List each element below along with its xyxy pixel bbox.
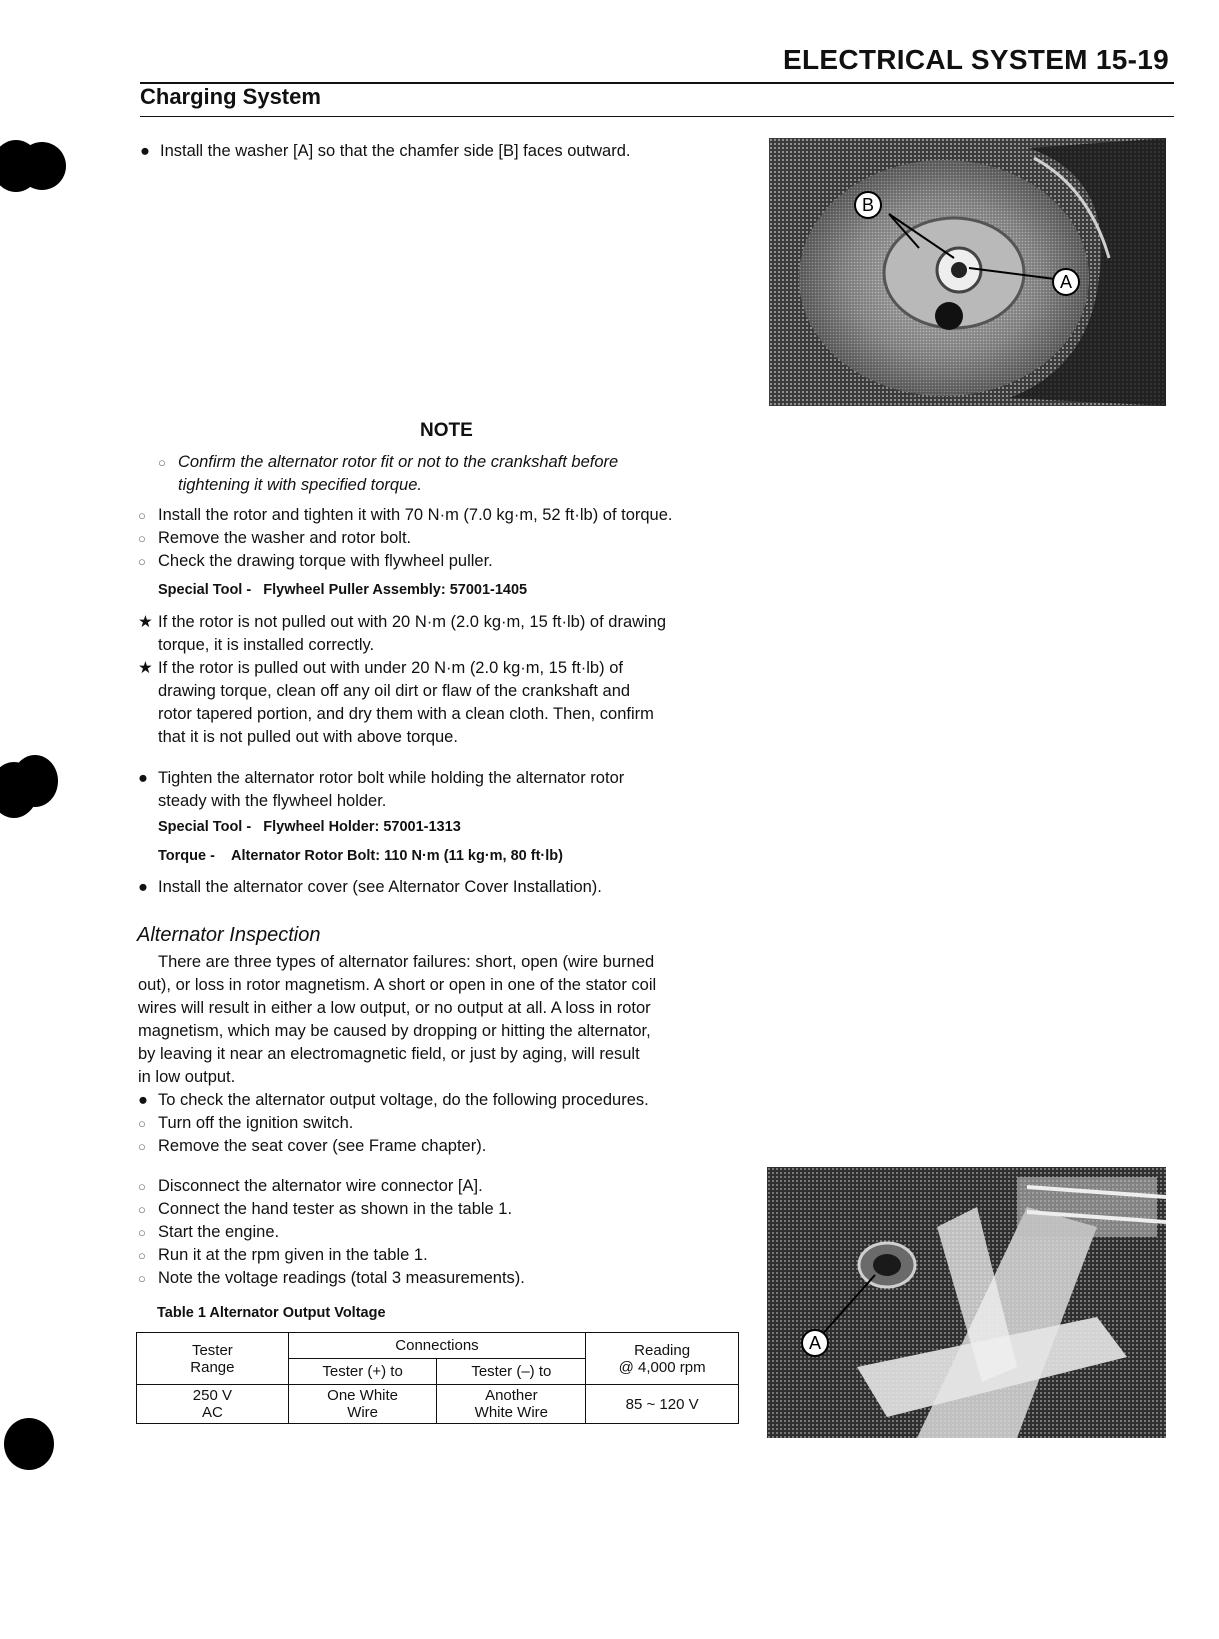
table-header-cell: Reading @ 4,000 rpm — [586, 1333, 739, 1385]
substep-check-torque: ○ Check the drawing torque with flywheel puller. — [138, 550, 493, 574]
substep-remove-washer: ○ Remove the washer and rotor bolt. — [138, 527, 411, 551]
bullet-check-output: ● To check the alternator output voltage, do the following procedures. — [138, 1089, 649, 1112]
callout-a — [1053, 269, 1079, 295]
photo-wire-connector — [767, 1167, 1166, 1438]
star-note-2-cont-2: rotor tapered portion, and dry them with a clean cloth. Then, confirm — [158, 705, 654, 723]
circle-marker-icon: ○ — [138, 1248, 146, 1263]
table-title: Table 1 Alternator Output Voltage — [157, 1305, 386, 1321]
star-note-2: ★ If the rotor is pulled out with under 20 N·m (2.0 kg·m, 15 ft·lb) of — [138, 657, 623, 680]
circle-marker-icon: ○ — [138, 508, 146, 523]
para-line-2: out), or loss in rotor magnetism. A short or open in one of the stator coil — [138, 976, 657, 994]
table-cell: 250 V AC — [137, 1385, 289, 1424]
substep-note-readings: ○ Note the voltage readings (total 3 measurements). — [138, 1267, 525, 1291]
table-cell: One White Wire — [288, 1385, 437, 1424]
special-tool-holder: Special Tool - Flywheel Holder: 57001-1313 — [158, 819, 461, 835]
svg-text:A: A — [808, 1333, 822, 1353]
star-note-2-cont-3: that it is not pulled out with above torque. — [158, 728, 458, 746]
table-header-cell: Connections — [288, 1333, 586, 1359]
table-header-cell: Tester (–) to — [437, 1359, 586, 1385]
circle-marker-icon: ○ — [158, 455, 166, 470]
photo-connector-illustration — [767, 1167, 1166, 1438]
page-header-title: ELECTRICAL SYSTEM 15-19 — [782, 44, 1169, 75]
bullet-washer: ● Install the washer [A] so that the chamfer side [B] faces outward. — [140, 140, 630, 163]
circle-marker-icon: ○ — [138, 554, 146, 569]
note-heading: NOTE — [420, 420, 473, 441]
circle-marker-icon: ○ — [138, 1202, 146, 1217]
svg-text:A: A — [1059, 272, 1073, 292]
substep-start-engine: ○ Start the engine. — [138, 1221, 279, 1245]
svg-text:B: B — [861, 195, 875, 215]
star-icon: ★ — [138, 659, 153, 677]
photo-rotor-illustration — [769, 138, 1166, 406]
special-tool-puller: Special Tool - Flywheel Puller Assembly: 57001-1405 — [158, 582, 528, 598]
table-header-row — [137, 1333, 739, 1359]
section-rule — [140, 116, 1174, 117]
star-icon: ★ — [138, 613, 153, 631]
substep-install-rotor: ○ Install the rotor and tighten it with 70 N·m (7.0 kg·m, 52 ft·lb) of torque. — [138, 504, 672, 528]
substep-connect-tester: ○ Connect the hand tester as shown in the table 1. — [138, 1198, 512, 1222]
table-cell: Another White Wire — [437, 1385, 586, 1424]
binder-hole-bottom — [4, 1418, 54, 1470]
bullet-icon: ● — [138, 1091, 148, 1109]
callout-a — [802, 1330, 828, 1356]
circle-marker-icon: ○ — [138, 1225, 146, 1240]
binder-hole-top-2 — [18, 142, 66, 190]
star-note-1-cont: torque, it is installed correctly. — [158, 636, 375, 654]
bullet-icon: ● — [140, 142, 150, 160]
para-line-3: wires will result in either a low output, or no output at all. A loss in rotor — [138, 999, 651, 1017]
table-cell: 85 ~ 120 V — [586, 1385, 739, 1424]
table-header-cell: Tester Range — [137, 1333, 289, 1385]
note-line-1: ○ Confirm the alternator rotor fit or not to the crankshaft before — [158, 451, 740, 475]
circle-marker-icon: ○ — [138, 1179, 146, 1194]
alternator-output-table — [136, 1332, 739, 1424]
circle-marker-icon: ○ — [138, 1116, 146, 1131]
bullet-install-cover: ● Install the alternator cover (see Alternator Cover Installation). — [138, 876, 602, 899]
star-note-2-cont-1: drawing torque, clean off any oil dirt or flaw of the crankshaft and — [158, 682, 631, 700]
circle-marker-icon: ○ — [138, 1139, 146, 1154]
photo-rotor-washer — [769, 138, 1166, 406]
bullet-tighten-cont: steady with the flywheel holder. — [158, 792, 387, 810]
torque-spec: Torque - Alternator Rotor Bolt: 110 N·m (11 kg·m, 80 ft·lb) — [158, 848, 563, 864]
table-row — [137, 1385, 739, 1424]
substep-remove-seat: ○ Remove the seat cover (see Frame chapter). — [138, 1135, 486, 1159]
para-line-6: in low output. — [138, 1068, 236, 1086]
circle-marker-icon: ○ — [138, 531, 146, 546]
circle-marker-icon: ○ — [138, 1271, 146, 1286]
section-title: Charging System — [140, 84, 321, 109]
bullet-tighten: ● Tighten the alternator rotor bolt while holding the alternator rotor — [138, 767, 624, 790]
bullet-icon: ● — [138, 878, 148, 896]
subsection-heading: Alternator Inspection — [137, 924, 321, 946]
substep-disconnect: ○ Disconnect the alternator wire connector [A]. — [138, 1175, 483, 1199]
star-note-1: ★ If the rotor is not pulled out with 20 N·m (2.0 kg·m, 15 ft·lb) of drawing — [138, 611, 666, 634]
para-line-5: by leaving it near an electromagnetic field, or just by aging, will result — [138, 1045, 640, 1063]
note-line-2: tightening it with specified torque. — [178, 476, 422, 494]
substep-ignition-off: ○ Turn off the ignition switch. — [138, 1112, 353, 1136]
para-line-1: There are three types of alternator failures: short, open (wire burned — [158, 953, 655, 971]
table-header-cell: Tester (+) to — [288, 1359, 437, 1385]
bullet-icon: ● — [138, 769, 148, 787]
callout-b — [855, 192, 881, 218]
substep-run-rpm: ○ Run it at the rpm given in the table 1. — [138, 1244, 428, 1268]
binder-hole-middle-2 — [12, 755, 58, 807]
para-line-4: magnetism, which may be caused by dropping or hitting the alternator, — [138, 1022, 651, 1040]
